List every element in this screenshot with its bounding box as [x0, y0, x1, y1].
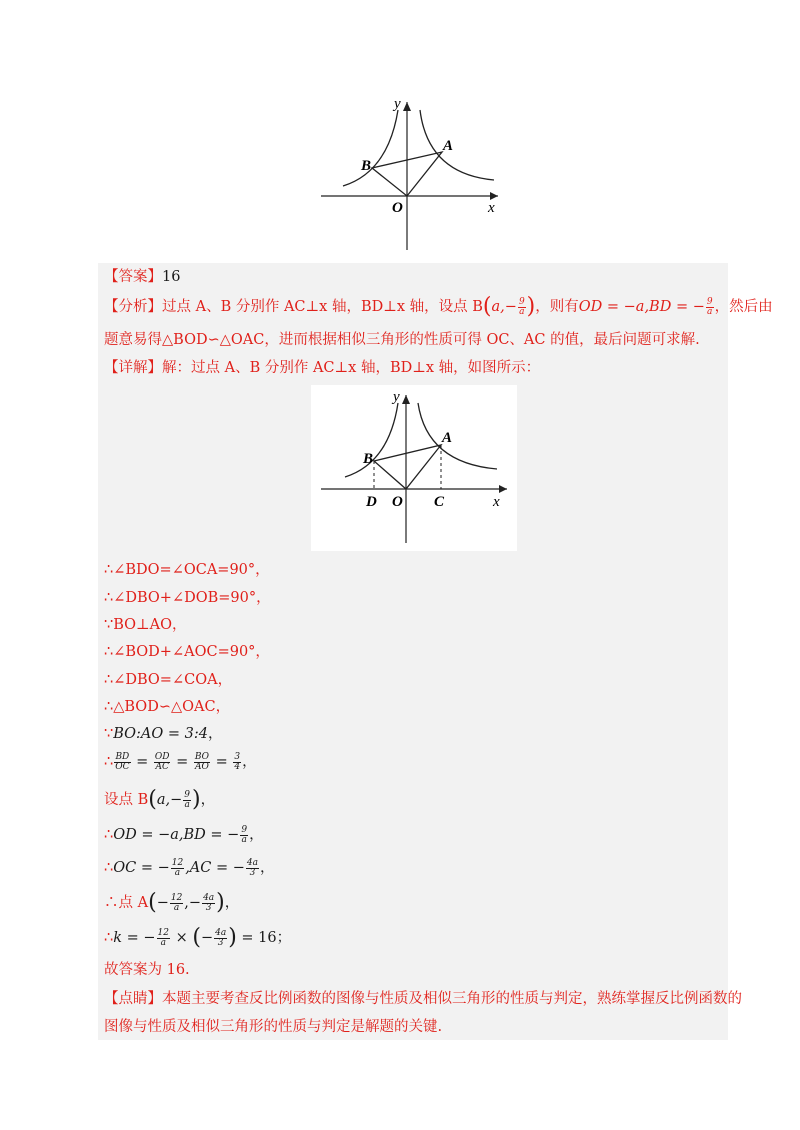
fraction-9-a: [240, 826, 248, 845]
frac-num: 9: [241, 824, 248, 835]
frac-num: 4a: [203, 892, 215, 903]
therefore-symbol: ∴: [104, 860, 114, 876]
detail-text: 解：过点 A、B 分别作 AC⊥x 轴，BD⊥x 轴，如图所示：: [162, 360, 541, 376]
analysis-part3: ，然后由: [714, 299, 773, 315]
eq: =: [176, 754, 189, 770]
therefore-symbol: ∴: [104, 827, 114, 843]
step-7: [104, 724, 223, 744]
fraction-9-a: [183, 791, 191, 810]
punct: ，: [259, 860, 275, 876]
punct: ，: [200, 792, 216, 808]
fraction-3-4: [233, 753, 241, 772]
times: ×: [175, 930, 188, 946]
therefore-symbol: ∴: [104, 754, 114, 770]
analysis-point-a: a,: [491, 299, 505, 315]
y-axis-arrow: [403, 102, 411, 111]
hyperbola-figure-top: [316, 92, 506, 258]
frac-num: 9: [706, 296, 713, 307]
step-6: ∴△BOD∽△OAC，: [104, 699, 231, 715]
x-axis-arrow: [499, 485, 507, 493]
frac-den: a: [241, 834, 247, 845]
step-4: ∴∠BOD+∠AOC=90°，: [104, 644, 270, 660]
analysis-text: 过点 A、B 分别作 AC⊥x 轴，BD⊥x 轴，设点 B: [162, 299, 483, 315]
frac-den: 3: [249, 867, 256, 878]
minus: −: [188, 895, 202, 911]
fraction-4a-3: [202, 894, 215, 913]
left-branch: [343, 110, 398, 186]
frac-den: a: [174, 867, 181, 878]
analysis-fraction-2: [706, 298, 714, 317]
frac-num: 9: [184, 789, 191, 800]
x-label: x: [488, 200, 495, 216]
origin-label: O: [392, 494, 403, 510]
step-3: ∵BO⊥AO，: [104, 617, 187, 633]
point-a-label: ∴点 A: [104, 895, 149, 911]
step-10: [104, 825, 264, 845]
y-axis-arrow: [402, 395, 410, 404]
y-label: y: [394, 96, 401, 112]
point-a-label: A: [443, 138, 454, 154]
point-b-label: B: [363, 451, 374, 467]
frac-den: AO: [195, 761, 209, 772]
origin-label: O: [392, 200, 403, 216]
ratio-expression: BO:AO = 3:4: [113, 726, 208, 742]
frac-den: a: [173, 902, 180, 913]
step-9: 设点 B(a,− $\frac{9}{a}$ )，: [104, 787, 216, 812]
step-13: ∴k = − $\frac{12}{a}$ × (− $\frac{4a}{3}$ ) = 16；: [104, 925, 292, 950]
frac-num: 4a: [215, 927, 227, 938]
k-expression: k = −: [113, 930, 156, 946]
eq: =: [215, 754, 228, 770]
punct: ，: [224, 895, 240, 911]
fraction-4a-3: [214, 929, 227, 948]
point-d-label: D: [366, 494, 377, 510]
step-12: ∴点 A(− $\frac{12}{a}$ ,− $\frac{4a}{3}$ )，: [104, 890, 240, 915]
triangle-aob: [374, 445, 441, 489]
punct: ，: [249, 827, 264, 843]
frac-num: 12: [171, 857, 184, 868]
frac-den: OC: [115, 761, 130, 772]
result: = 16: [241, 930, 277, 946]
hyperbola-figure-detail: [311, 385, 517, 551]
analysis-fraction: [518, 298, 526, 317]
analysis-eq1: OD = −a,BD = −: [578, 299, 705, 315]
frac-den: 4: [234, 761, 241, 772]
analysis-line-2: 题意易得△BOD∽△OAC，进而根据相似三角形的性质可得 OC、AC 的值，最后问题可求解.: [104, 332, 700, 348]
comma: ,: [184, 895, 189, 911]
od-bd-expression: OD = −a,BD = −: [113, 827, 240, 843]
frac-num: 3: [234, 751, 241, 762]
step-11: [104, 858, 274, 878]
oc-expression: OC = −: [113, 860, 170, 876]
minus: −: [170, 792, 183, 808]
frac-num: BD: [115, 751, 130, 762]
step-2: ∴∠DBO+∠DOB=90°，: [104, 590, 271, 606]
point-a-coord: a,: [156, 792, 171, 808]
point-c-label: C: [434, 494, 445, 510]
analysis-minus: −: [504, 299, 517, 315]
answer-line: [104, 267, 180, 287]
y-label: y: [393, 389, 400, 405]
x-label: x: [493, 494, 500, 510]
detail-tag: 【详解】: [104, 360, 162, 376]
punct: ；: [276, 930, 292, 946]
answer-value: 16: [162, 269, 181, 285]
therefore-symbol: ∴: [104, 930, 114, 946]
fraction-12-a: [170, 894, 183, 913]
fraction-bo-ao: [194, 753, 210, 772]
comment-text-1: 本题主要考查反比例函数的图像与性质及相似三角形的性质与判定，熟练掌握反比例函数的: [162, 991, 742, 1007]
frac-den: 3: [205, 902, 212, 913]
set-point-b: 设点 B: [104, 792, 149, 808]
step-14: 故答案为 16.: [104, 962, 190, 978]
frac-den: AC: [155, 761, 169, 772]
step-8: [104, 752, 257, 772]
answer-tag: 【答案】: [104, 269, 162, 285]
minus: −: [156, 895, 169, 911]
punct: ，: [242, 754, 257, 770]
frac-num: 9: [518, 296, 525, 307]
frac-num: 4a: [246, 857, 258, 868]
fraction-bd-oc: [114, 753, 130, 772]
frac-den: 3: [217, 937, 224, 948]
frac-num: 12: [170, 892, 183, 903]
frac-num: BO: [194, 751, 210, 762]
frac-den: a: [184, 799, 190, 810]
point-b-label: B: [361, 158, 372, 174]
frac-num: OD: [154, 751, 170, 762]
analysis-part2: ，则有: [535, 299, 579, 315]
frac-den: a: [160, 937, 166, 948]
frac-den: a: [707, 306, 713, 317]
minus: −: [200, 930, 214, 946]
fraction-12-a: [157, 929, 170, 948]
because-symbol: ∵: [104, 726, 114, 742]
step-5: ∴∠DBO=∠COA，: [104, 672, 233, 688]
punct: ，: [208, 726, 223, 742]
frac-num: 12: [157, 927, 169, 938]
comment-tag: 【点睛】: [104, 991, 162, 1007]
ac-expression: ,AC = −: [185, 860, 245, 876]
right-branch: [420, 110, 494, 180]
fraction-12-a: [171, 859, 184, 878]
analysis-tag: 【分析】: [104, 299, 162, 315]
detail-line: [104, 358, 540, 378]
step-1: ∴∠BDO=∠OCA=90°，: [104, 562, 270, 578]
x-axis-arrow: [490, 192, 498, 200]
fraction-od-ac: [154, 753, 171, 772]
comment-line-1: [104, 989, 742, 1009]
comment-line-2: 图像与性质及相似三角形的性质与判定是解题的关键.: [104, 1019, 443, 1035]
eq: =: [136, 754, 149, 770]
point-a-label: A: [442, 430, 453, 446]
fraction-4a-3: [246, 859, 259, 878]
analysis-line-1: 【分析】过点 A、B 分别作 AC⊥x 轴，BD⊥x 轴，设点 B(a,− $\frac{9}{a}$ )，则有OD = −a,BD = − $\frac{9}{a}$ ，然后由: [104, 294, 773, 319]
frac-den: a: [519, 306, 525, 317]
